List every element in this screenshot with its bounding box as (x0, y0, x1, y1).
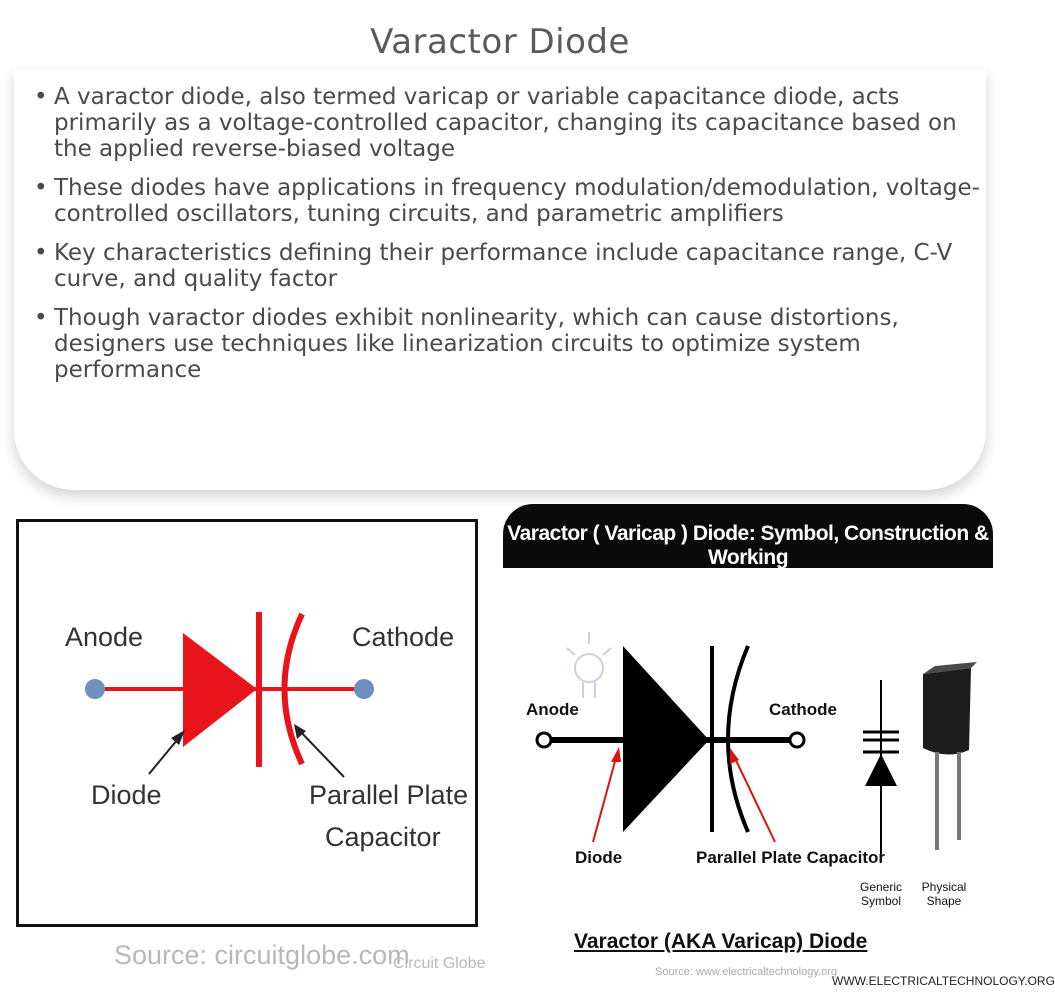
capacitor-label: Parallel Plate Capacitor (696, 848, 885, 867)
diode-label: Diode (91, 780, 162, 810)
bullet-text: Key characteristics defining their performance include capacitance range, C-V curve, and quality factor (54, 240, 953, 292)
bullet-marker: • (34, 305, 48, 331)
page-title: Varactor Diode (370, 22, 630, 62)
cathode-label: Cathode (769, 700, 837, 719)
generic-symbol-triangle (865, 754, 897, 786)
bullet-item (30, 84, 980, 162)
varactor-symbol-figure-left (16, 519, 478, 927)
arrowhead (171, 730, 185, 745)
generic-label-line: Generic (859, 880, 903, 894)
bullet-marker: • (34, 84, 48, 110)
cathode-terminal (790, 733, 804, 747)
capacitor-pointer-arrow (733, 754, 775, 842)
bullet-item (30, 305, 980, 383)
diode-pointer-arrow (593, 754, 617, 842)
anode-label: Anode (526, 700, 579, 719)
anode-terminal (85, 679, 105, 699)
physical-package-body (923, 668, 971, 755)
source-credit: Source: circuitglobe.com (114, 940, 410, 970)
varactor-symbol-left (19, 522, 475, 924)
source-brand: Circuit Globe (393, 955, 486, 972)
bullet-marker: • (34, 240, 48, 266)
diode-triangle (623, 646, 709, 832)
physical-label-line: Shape (926, 894, 962, 908)
physical-shape-label (921, 880, 967, 908)
lightbulb-icon (567, 632, 611, 698)
bullet-item (30, 175, 980, 227)
anode-terminal (537, 733, 551, 747)
figure-banner (503, 504, 993, 568)
generic-label-line: Symbol (860, 894, 901, 908)
banner-title: Varactor ( Varicap ) Diode: Symbol, Construction & Working (507, 522, 989, 569)
bullet-item (30, 240, 980, 292)
bullet-marker: • (34, 175, 48, 201)
bullet-text: A varactor diode, also termed varicap or variable capacitance diode, acts primarily as a voltage-controlled capacitor, changing its capacitance based on the applied reverse-biased voltage (54, 84, 957, 162)
bullet-text: These diodes have applications in frequency modulation/demodulation, voltage-controlled oscillators, tuning circuits, and parametric amplifiers (54, 175, 980, 227)
figure-caption: Varactor (AKA Varicap) Diode (574, 930, 868, 953)
watermark: WWW.ELECTRICALTECHNOLOGY.ORG (832, 974, 1055, 988)
cathode-label: Cathode (352, 622, 455, 652)
capacitor-label: Parallel Plate (309, 780, 469, 810)
bullet-text: Though varactor diodes exhibit nonlinearity, which can cause distortions, designers use techniques like linearization circuits to optimize system performance (54, 305, 899, 383)
diode-label: Diode (575, 848, 623, 867)
diode-triangle (183, 633, 257, 747)
capacitor-label: Capacitor (325, 822, 441, 852)
generic-symbol-label (858, 880, 904, 908)
anode-label: Anode (65, 622, 144, 652)
capacitor-pointer-arrow (297, 728, 344, 777)
varactor-symbol-right (503, 570, 1000, 930)
source-credit: Source: www.electricaltechnology.org (655, 966, 837, 978)
bullet-list (30, 84, 980, 396)
physical-label-line: Physical (921, 880, 967, 894)
arrowhead (611, 747, 621, 762)
cathode-terminal (354, 679, 374, 699)
